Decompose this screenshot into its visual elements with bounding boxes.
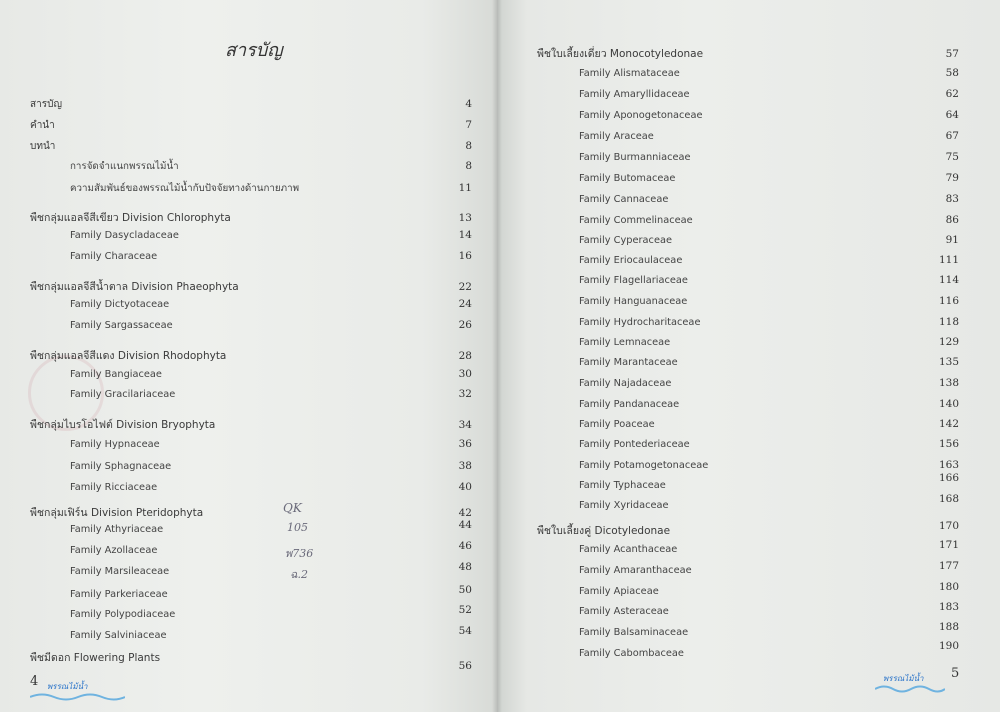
right-page xyxy=(497,0,1000,712)
toc-entry-page: 50 xyxy=(458,584,472,596)
toc-entry-page: 86 xyxy=(945,214,959,226)
toc-entry-page: 62 xyxy=(945,88,959,100)
toc-section-entry xyxy=(30,504,472,521)
toc-entry-page: 116 xyxy=(938,295,959,307)
left-page xyxy=(0,0,497,712)
toc-entry-label: Family Acanthaceae xyxy=(579,544,678,555)
toc-entry xyxy=(579,193,959,205)
toc-entry-page: 7 xyxy=(465,119,472,131)
toc-entry xyxy=(70,438,472,450)
toc-entry-page: 64 xyxy=(945,109,959,121)
toc-entry xyxy=(579,356,959,368)
toc-entry xyxy=(579,88,959,100)
toc-entry-label: Family Dasycladaceae xyxy=(70,230,179,241)
toc-entry-label: พืชมีดอก Flowering Plants xyxy=(30,652,161,664)
toc-entry-label: พืชกลุ่มแอลจีสีแดง Division Rhodophyta xyxy=(30,350,227,362)
toc-entry xyxy=(579,418,959,430)
toc-entry-page: 34 xyxy=(458,419,472,431)
toc-entry-page: 56 xyxy=(458,660,472,672)
toc-entry xyxy=(579,539,959,555)
toc-entry xyxy=(70,540,472,556)
toc-entry xyxy=(579,601,959,617)
toc-entry xyxy=(579,67,959,79)
toc-entry-label: บทนำ xyxy=(30,141,56,152)
toc-entry-page: 142 xyxy=(938,418,959,430)
toc-entry-page: 79 xyxy=(945,172,959,184)
toc-section-entry xyxy=(30,278,472,295)
toc-entry-label: Family Poaceae xyxy=(579,419,655,430)
toc-entry-page: 163 xyxy=(938,459,959,471)
toc-entry-label: Family Typhaceae xyxy=(579,480,666,491)
toc-entry-label: Family Lemnaceae xyxy=(579,337,671,348)
toc-entry-page: 46 xyxy=(458,540,472,552)
toc-section-entry xyxy=(30,209,472,226)
toc-entry-label: Family Salviniaceae xyxy=(70,630,167,641)
toc-entry xyxy=(579,472,959,491)
toc-entry-page: 8 xyxy=(465,140,472,152)
toc-entry-page: 16 xyxy=(458,250,472,262)
toc-entry-label: Family Marantaceae xyxy=(579,357,678,368)
toc-entry-label: Family Cannaceae xyxy=(579,194,669,205)
toc-entry-label: Family Cabombaceae xyxy=(579,648,684,659)
toc-entry-label: Family Hypnaceae xyxy=(70,439,160,450)
toc-entry-page: 91 xyxy=(945,234,959,246)
toc-entry xyxy=(70,181,472,196)
toc-entry xyxy=(70,319,472,331)
toc-entry xyxy=(579,172,959,184)
toc-entry-page: 177 xyxy=(938,560,959,572)
toc-entry-label: Family Commelinaceae xyxy=(579,215,693,226)
toc-entry-label: พืชใบเลี้ยงคู่ Dicotyledonae xyxy=(537,525,671,537)
toc-entry-label: Family Polypodiaceae xyxy=(70,609,176,620)
toc-entry-page: 48 xyxy=(458,561,472,573)
toc-entry-label: Family Burmanniaceae xyxy=(579,152,691,163)
toc-entry-page: 170 xyxy=(938,520,959,532)
toc-entry-page: 135 xyxy=(938,356,959,368)
toc-entry-page: 118 xyxy=(938,316,959,328)
toc-entry-page: 4 xyxy=(465,98,472,110)
handwritten-note: ฉ.2 xyxy=(290,568,308,581)
toc-entry xyxy=(70,298,472,310)
toc-entry-label: Family Dictyotaceae xyxy=(70,299,170,310)
toc-entry-page: 30 xyxy=(458,368,472,380)
toc-entry-page: 156 xyxy=(938,438,959,450)
toc-entry xyxy=(579,438,959,450)
toc-entry-page: 26 xyxy=(458,319,472,331)
toc-entry-label: Family Alismataceae xyxy=(579,68,680,79)
toc-entry-label: Family Pandanaceae xyxy=(579,399,680,410)
toc-entry xyxy=(70,388,472,400)
toc-entry xyxy=(70,625,472,641)
toc-entry xyxy=(70,561,472,577)
book-gutter xyxy=(492,0,502,712)
toc-entry-label: Family Araceae xyxy=(579,131,654,142)
toc-entry-page: 22 xyxy=(458,281,472,293)
footer-logo-text: พรรณไม้น้ำ xyxy=(47,682,88,691)
toc-entry xyxy=(70,250,472,262)
toc-entry-label: Family Aponogetonaceae xyxy=(579,110,703,121)
toc-section-entry xyxy=(537,522,959,539)
toc-entry xyxy=(579,274,959,286)
toc-entry-page: 54 xyxy=(458,625,472,637)
toc-entry xyxy=(579,560,959,576)
toc-entry xyxy=(579,295,959,307)
toc-entry-page: 24 xyxy=(458,298,472,310)
page-number: 4 xyxy=(30,674,39,689)
footer-logo-text: พรรณไม้น้ำ xyxy=(883,674,924,683)
toc-entry-label: พืชใบเลี้ยงเดี่ยว Monocotyledonae xyxy=(537,48,704,60)
toc-entry-label: พืชกลุ่มไบรโอไฟต์ Division Bryophyta xyxy=(30,419,216,431)
toc-entry xyxy=(579,336,959,348)
toc-entry-label: คำนำ xyxy=(30,120,55,131)
toc-entry xyxy=(579,254,959,266)
toc-entry-page: 166 xyxy=(938,472,959,484)
toc-entry xyxy=(70,460,472,472)
toc-entry-page: 67 xyxy=(945,130,959,142)
toc-entry-label: Family Characeae xyxy=(70,251,158,262)
toc-entry xyxy=(579,459,959,471)
toc-entry-page: 57 xyxy=(945,48,959,60)
toc-entry-label: Family Ricciaceae xyxy=(70,482,158,493)
toc-entry xyxy=(579,621,959,638)
toc-entry-label: Family Eriocaulaceae xyxy=(579,255,683,266)
toc-entry-label: Family Amaryllidaceae xyxy=(579,89,690,100)
toc-entry-page: 42 xyxy=(458,507,472,519)
toc-section-entry xyxy=(30,139,472,154)
toc-entry xyxy=(579,398,959,410)
page-number: 5 xyxy=(951,666,960,681)
toc-entry xyxy=(70,519,472,535)
toc-entry-label: Family Najadaceae xyxy=(579,378,672,389)
toc-entry-page: 111 xyxy=(938,254,959,266)
handwritten-note: QK xyxy=(283,501,302,515)
toc-entry xyxy=(70,584,472,600)
toc-entry-page: 188 xyxy=(938,621,959,633)
toc-entry-label: ความสัมพันธ์ของพรรณไม้น้ำกับปัจจัยทางด้านกายภาพ xyxy=(70,183,300,194)
toc-entry-page: 13 xyxy=(458,212,472,224)
toc-entry-label: Family Bangiaceae xyxy=(70,369,162,380)
toc-entry-label: Family Sargassaceae xyxy=(70,320,173,331)
toc-entry-label: Family Sphagnaceae xyxy=(70,461,172,472)
toc-entry xyxy=(579,214,959,226)
toc-entry-page: 171 xyxy=(938,539,959,551)
toc-entry-page: 83 xyxy=(945,193,959,205)
toc-entry-label: การจัดจำแนกพรรณไม้น้ำ xyxy=(70,161,179,172)
toc-entry xyxy=(579,493,959,511)
toc-entry-page: 190 xyxy=(938,640,959,652)
toc-entry-page: 183 xyxy=(938,601,959,613)
toc-entry xyxy=(579,234,959,246)
toc-entry xyxy=(70,229,472,241)
toc-entry-label: Family Asteraceae xyxy=(579,606,669,617)
toc-entry-label: Family Balsaminaceae xyxy=(579,627,689,638)
toc-entry-label: Family Xyridaceae xyxy=(579,500,669,511)
toc-entry-page: 38 xyxy=(458,460,472,472)
toc-entry-page: 140 xyxy=(938,398,959,410)
toc-entry xyxy=(579,130,959,142)
wave-icon xyxy=(30,692,125,702)
toc-entry-page: 52 xyxy=(458,604,472,616)
toc-entry-page: 40 xyxy=(458,481,472,493)
toc-entry-label: Family Gracilariaceae xyxy=(70,389,176,400)
toc-entry-page: 32 xyxy=(458,388,472,400)
wave-icon xyxy=(875,684,945,694)
handwritten-note: พ736 xyxy=(285,547,314,560)
toc-entry-page: 28 xyxy=(458,350,472,362)
toc-entry-page: 14 xyxy=(458,229,472,241)
toc-entry-page: 8 xyxy=(465,160,472,172)
toc-section-entry xyxy=(30,347,472,364)
toc-entry-label: พืชกลุ่มแอลจีสีน้ำตาล Division Phaeophyta xyxy=(30,281,239,293)
toc-entry-label: Family Hydrocharitaceae xyxy=(579,317,701,328)
toc-entry xyxy=(579,316,959,328)
toc-entry-label: พืชกลุ่มแอลจีสีเขียว Division Chlorophyta xyxy=(30,212,231,224)
toc-entry-label: Family Cyperaceae xyxy=(579,235,672,246)
toc-entry-page: 58 xyxy=(945,67,959,79)
toc-section-entry xyxy=(30,649,472,672)
toc-entry xyxy=(579,377,959,389)
toc-entry-page: 11 xyxy=(458,182,472,194)
toc-entry-page: 36 xyxy=(458,438,472,450)
toc-entry-page: 180 xyxy=(938,581,959,593)
toc-entry xyxy=(70,159,472,174)
toc-entry-label: Family Amaranthaceae xyxy=(579,565,692,576)
toc-entry xyxy=(70,481,472,493)
toc-entry xyxy=(70,604,472,620)
toc-entry-label: Family Athyriaceae xyxy=(70,524,164,535)
toc-entry-label: Family Hanguanaceae xyxy=(579,296,688,307)
toc-section-entry xyxy=(30,416,472,433)
toc-entry xyxy=(579,109,959,121)
toc-entry-page: 75 xyxy=(945,151,959,163)
toc-section-entry xyxy=(30,118,472,133)
toc-entry xyxy=(579,151,959,163)
toc-entry-label: Family Butomaceae xyxy=(579,173,676,184)
toc-section-entry xyxy=(537,45,959,62)
toc-section-entry xyxy=(30,97,472,112)
toc-entry xyxy=(579,640,959,659)
toc-entry-label: Family Azollaceae xyxy=(70,545,158,556)
toc-entry-label: Family Apiaceae xyxy=(579,586,659,597)
toc-title: สารบัญ xyxy=(225,40,283,61)
toc-entry-label: Family Pontederiaceae xyxy=(579,439,690,450)
toc-entry-page: 44 xyxy=(458,519,472,531)
toc-entry-page: 138 xyxy=(938,377,959,389)
toc-entry-page: 114 xyxy=(938,274,959,286)
toc-entry-label: Family Marsileaceae xyxy=(70,566,170,577)
toc-entry-label: Family Potamogetonaceae xyxy=(579,460,709,471)
toc-entry-label: Family Parkeriaceae xyxy=(70,589,168,600)
toc-entry-label: Family Flagellariaceae xyxy=(579,275,688,286)
toc-entry-page: 168 xyxy=(938,493,959,505)
toc-entry-label: สารบัญ xyxy=(30,99,62,110)
handwritten-note: 105 xyxy=(287,521,308,534)
toc-entry-page: 129 xyxy=(938,336,959,348)
toc-entry-label: พืชกลุ่มเฟิร์น Division Pteridophyta xyxy=(30,507,204,519)
toc-entry xyxy=(70,368,472,380)
toc-entry xyxy=(579,581,959,597)
